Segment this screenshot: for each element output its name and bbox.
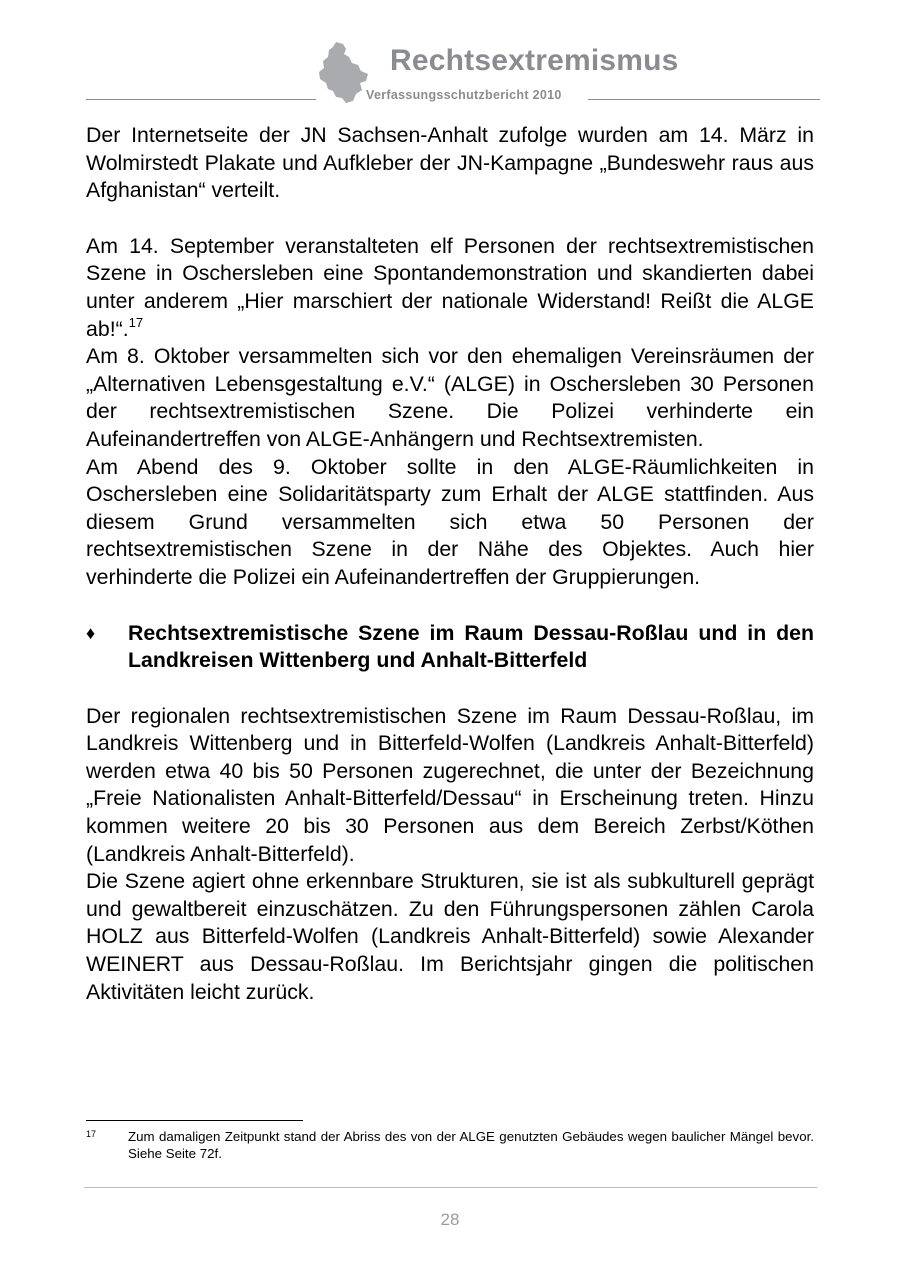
paragraph-regional-scene: Der regionalen rechtsextremistischen Szene im Raum Dessau-Roßlau, im Landkreis Wittenberg und in Bitterfeld-Wolfen (Landkreis Anhalt-Bitterfeld) werden etwa 40 bis 50 Personen zugerechnet, die unter der Bezeichnung „Freie Nationalisten Anhalt-Bitterfeld/Dessau“ in Erscheinung treten. Hinzu kommen weitere 20 bis 30 Personen aus dem Bereich Zerbst/Köthen (Landkreis Anhalt-Bitterfeld). (86, 703, 814, 866)
page-header (0, 0, 900, 110)
footnote-text: Zum damaligen Zeitpunkt stand der Abriss des von der ALGE genutzten Gebäudes wegen baulicher Mängel bevor. Siehe Seite 72f. (128, 1129, 814, 1161)
section-heading (86, 620, 814, 675)
header-subtitle: Verfassungsschutzbericht 2010 (366, 88, 562, 102)
page-number: 28 (440, 1210, 460, 1229)
footnote (86, 1128, 814, 1162)
header-rule-right (588, 99, 820, 100)
paragraph-jn-campaign: Der Internetseite der JN Sachsen-Anhalt zufolge wurden am 14. März in Wolmirstedt Plakate und Aufkleber der JN-Kampagne „Bundeswehr raus aus Afghanistan“ verteilt. (86, 123, 814, 203)
paragraph-october-9: Am Abend des 9. Oktober sollte in den ALGE-Räumlichkeiten in Oschersleben eine Solidaritätsparty zum Erhalt der ALGE stattfinden. Aus diesem Grund versammelten sich etwa 50 Personen der rechtsextremistischen Szene in der Nähe des Objektes. Auch hier verhinderte die Polizei ein Aufeinandertreffen der Gruppierungen. (86, 454, 814, 589)
paragraph-spontaneous-demo (86, 233, 814, 343)
header-rule-left (86, 99, 316, 100)
paragraph-gap (86, 205, 814, 233)
paragraph-spontaneous-demo-text: Am 14. September veranstalteten elf Personen der rechtsextremistischen Szene in Oschersleben eine Spontandemonstration und skandierten dabei unter anderem „Hier marschiert der nationale Widerstand! Reißt die ALGE ab!“. (86, 233, 814, 341)
footer-rule (84, 1187, 817, 1188)
paragraph-october-8: Am 8. Oktober versammelten sich vor den ehemaligen Vereinsräumen der „Alternativen Lebensgestaltung e.V.“ (ALGE) in Oschersleben 30 Personen der rechtsextremistischen Szene. Die Polizei verhinderte ein Aufeinandertreffen von ALGE-Anhängern und Rechtsextremisten. (86, 344, 814, 451)
footnote-number: 17 (86, 1129, 97, 1139)
paragraph-gap (86, 675, 814, 703)
diamond-bullet-icon: ♦ (86, 622, 96, 643)
body-text (86, 122, 814, 1006)
paragraph-scene-structure: Die Szene agiert ohne erkennbare Strukturen, sie ist als subkulturell geprägt und gewaltbereit einzuschätzen. Zu den Führungspersonen zählen Carola HOLZ aus Bitterfeld-Wolfen (Landkreis Anhalt-Bitterfeld) sowie Alexander WEINERT aus Dessau-Roßlau. Im Berichtsjahr gingen die politischen Aktivitäten leicht zurück. (86, 869, 814, 1004)
section-heading-text: Rechtsextremistische Szene im Raum Dessau-Roßlau und in den Landkreisen Wittenberg und Anhalt-Bitterfeld (128, 620, 814, 673)
paragraph-gap (86, 592, 814, 620)
footnote-reference: 17 (128, 314, 144, 330)
footnote-separator (86, 1120, 303, 1121)
header-title: Rechtsextremismus (390, 44, 679, 77)
